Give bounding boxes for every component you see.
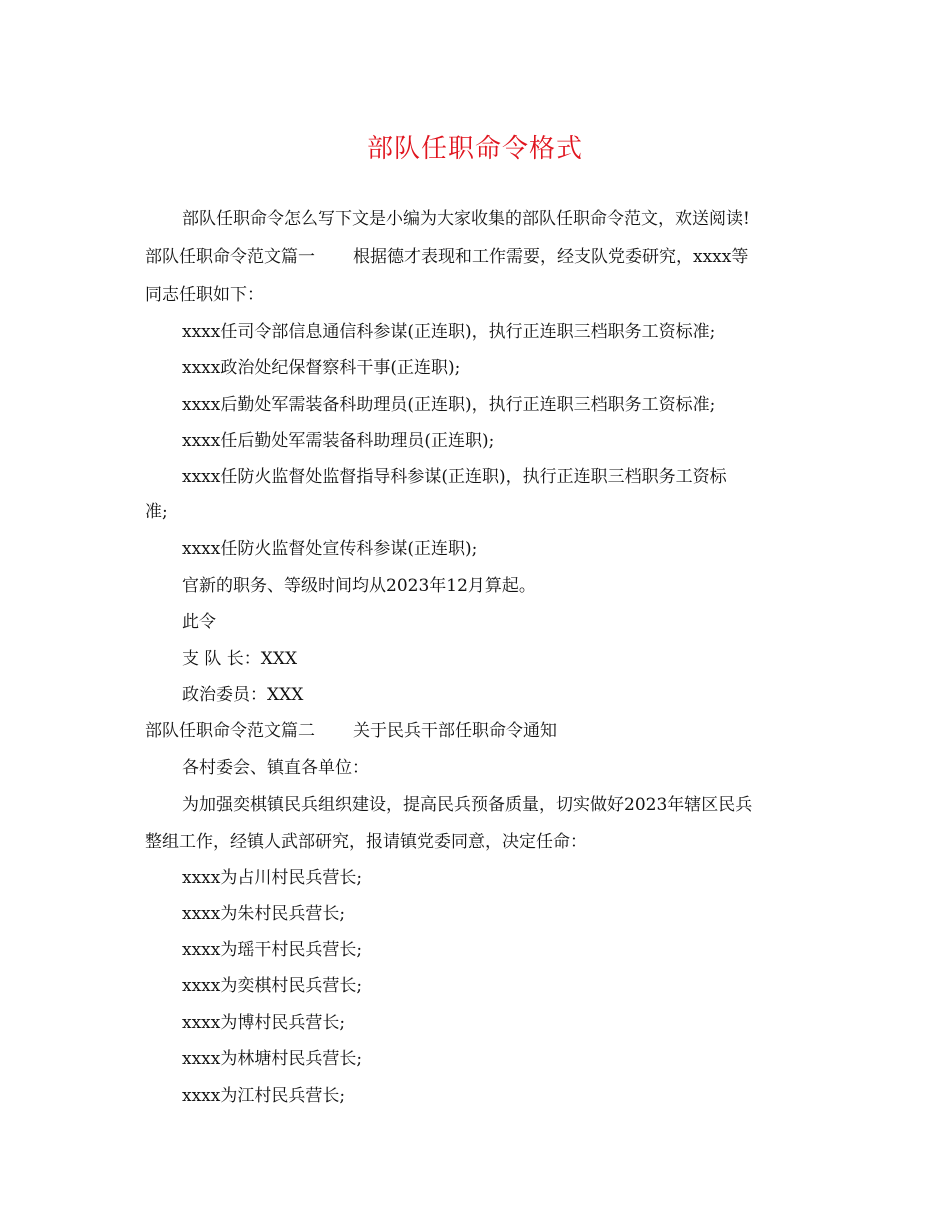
text-line: 为加强奕棋镇民兵组织建设，提高民兵预备质量，切实做好2023年辖区民兵 <box>182 795 753 815</box>
text-segment: 根据德才表现和工作需要，经支队党委研究，xxxx等 <box>353 247 749 267</box>
list-item: xxxx为占川村民兵营长; <box>182 868 363 888</box>
text-line: 此令 <box>182 612 216 632</box>
text-line: xxxx任防火监督处宣传科参谋(正连职); <box>182 539 478 559</box>
text-line: 同志任职如下： <box>145 285 264 305</box>
list-item: xxxx为博村民兵营长; <box>182 1013 346 1033</box>
text-line: xxxx政治处纪保督察科干事(正连职); <box>182 358 461 378</box>
list-item: xxxx为江村民兵营长; <box>182 1086 346 1106</box>
text-line: xxxx任司令部信息通信科参谋(正连职)，执行正连职三档职务工资标准; <box>182 322 716 342</box>
section-heading: 部队任职命令范文篇一 <box>145 247 315 267</box>
text-segment: 关于民兵干部任职命令通知 <box>353 721 557 741</box>
list-item: xxxx为林塘村民兵营长; <box>182 1049 363 1069</box>
text-line: xxxx任后勤处军需装备科助理员(正连职); <box>182 431 495 451</box>
list-item: xxxx为瑶干村民兵营长; <box>182 940 363 960</box>
signature-line: 政治委员：XXX <box>182 685 304 705</box>
text-line: 部队任职命令怎么写下文是小编为大家收集的部队任职命令范文，欢送阅读! <box>182 209 750 229</box>
list-item: xxxx为朱村民兵营长; <box>182 904 346 924</box>
signature-line: 支 队 长：XXX <box>182 649 298 669</box>
list-item: xxxx为奕棋村民兵营长; <box>182 976 363 996</box>
text-line: xxxx任防火监督处监督指导科参谋(正连职)，执行正连职三档职务工资标 <box>182 467 727 487</box>
text-line <box>145 244 815 270</box>
text-line: 整组工作，经镇人武部研究，报请镇党委同意，决定任命： <box>145 832 587 852</box>
text-line: 准; <box>145 502 168 522</box>
text-line: xxxx后勤处军需装备科助理员(正连职)，执行正连职三档职务工资标准; <box>182 395 716 415</box>
text-line <box>145 718 815 744</box>
section-heading: 部队任职命令范文篇二 <box>145 721 315 741</box>
text-line: 各村委会、镇直各单位： <box>182 758 369 778</box>
document-title: 部队任职命令格式 <box>366 134 583 164</box>
text-line: 官新的职务、等级时间均从2023年12月算起。 <box>182 576 536 596</box>
